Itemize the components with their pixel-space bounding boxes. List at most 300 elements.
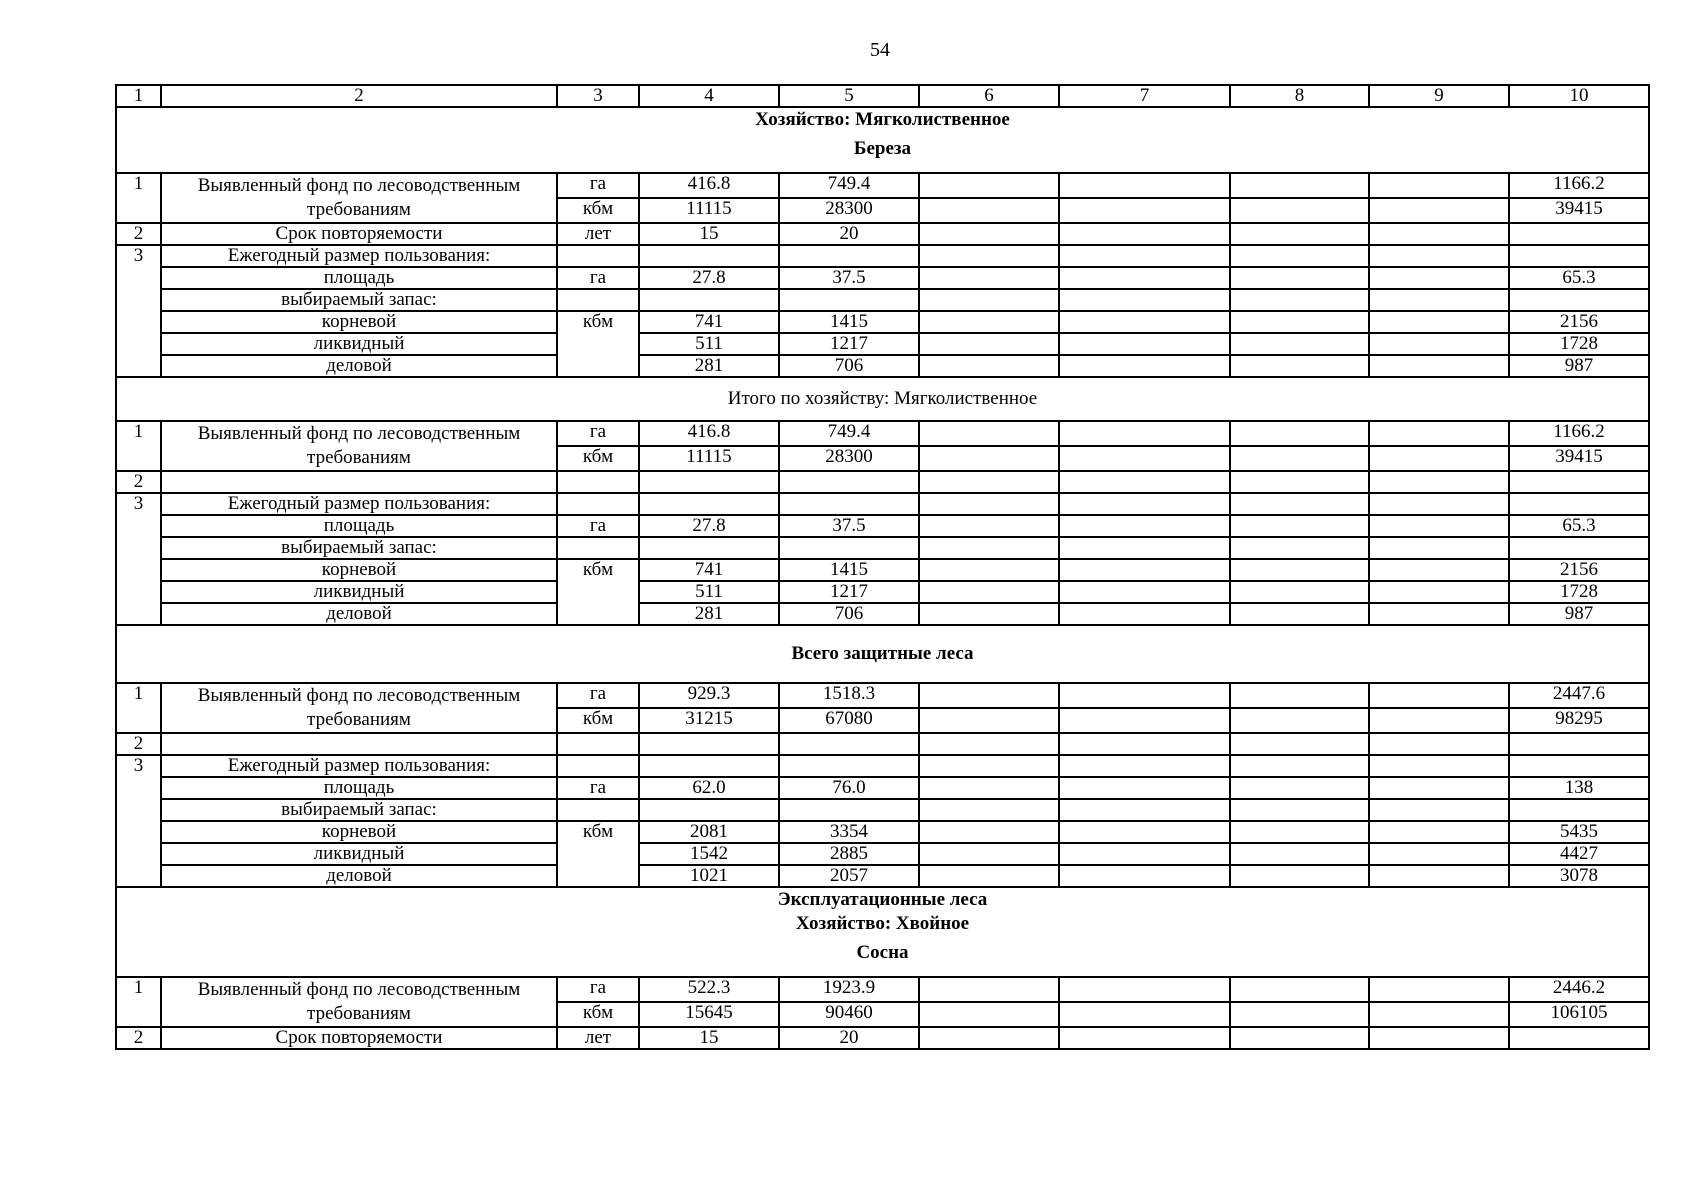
value-cell-col-5: 706 (779, 355, 919, 377)
value-cell-col-7 (1059, 799, 1230, 821)
value-cell-col-4: 929.3 (639, 683, 779, 708)
unit-cell (557, 471, 639, 493)
value-cell-col-8 (1230, 537, 1369, 559)
table-row (116, 173, 1649, 198)
table-row (116, 245, 1649, 267)
table-row (116, 755, 1649, 777)
section-title (116, 107, 1649, 173)
value-cell-col-9 (1369, 198, 1509, 223)
value-cell-col-10 (1509, 493, 1649, 515)
value-cell-col-6 (919, 1002, 1059, 1027)
value-cell-col-7 (1059, 355, 1230, 377)
table-row (116, 733, 1649, 755)
value-cell-col-4 (639, 471, 779, 493)
table-row (116, 355, 1649, 377)
value-cell-col-6 (919, 733, 1059, 755)
subtotal-title-row (116, 377, 1649, 421)
table-row (116, 581, 1649, 603)
value-cell-col-8 (1230, 865, 1369, 887)
row-number: 1 (116, 683, 161, 733)
unit-cell: га (557, 421, 639, 446)
value-cell-col-9 (1369, 843, 1509, 865)
value-cell-col-5: 1923.9 (779, 977, 919, 1002)
value-cell-col-6 (919, 515, 1059, 537)
unit-cell (557, 245, 639, 267)
row-number: 3 (116, 245, 161, 377)
value-cell-col-10 (1509, 471, 1649, 493)
unit-cell (557, 493, 639, 515)
value-cell-col-7 (1059, 1002, 1230, 1027)
value-cell-col-10: 39415 (1509, 446, 1649, 471)
value-cell-col-7 (1059, 843, 1230, 865)
row-label: выбираемый запас: (161, 799, 557, 821)
value-cell-col-10: 3078 (1509, 865, 1649, 887)
value-cell-col-4 (639, 245, 779, 267)
value-cell-col-7 (1059, 559, 1230, 581)
value-cell-col-4: 11115 (639, 446, 779, 471)
value-cell-col-9 (1369, 755, 1509, 777)
value-cell-col-8 (1230, 559, 1369, 581)
column-number-cell: 3 (557, 85, 639, 107)
value-cell-col-8 (1230, 493, 1369, 515)
unit-cell (557, 755, 639, 777)
row-label: площадь (161, 267, 557, 289)
table-row (116, 683, 1649, 708)
value-cell-col-10 (1509, 1027, 1649, 1049)
value-cell-col-5: 37.5 (779, 267, 919, 289)
value-cell-col-9 (1369, 245, 1509, 267)
value-cell-col-6 (919, 267, 1059, 289)
grand-total-title: Всего защитные леса (116, 625, 1649, 683)
value-cell-col-4: 416.8 (639, 173, 779, 198)
value-cell-col-7 (1059, 683, 1230, 708)
column-number-row (116, 85, 1649, 107)
value-cell-col-10 (1509, 733, 1649, 755)
value-cell-col-8 (1230, 683, 1369, 708)
unit-cell: га (557, 267, 639, 289)
value-cell-col-8 (1230, 1027, 1369, 1049)
value-cell-col-7 (1059, 537, 1230, 559)
value-cell-col-5: 28300 (779, 446, 919, 471)
section-title-line: Сосна (856, 942, 909, 963)
value-cell-col-10: 98295 (1509, 708, 1649, 733)
row-number: 3 (116, 755, 161, 887)
value-cell-col-10: 1728 (1509, 581, 1649, 603)
value-cell-col-10: 5435 (1509, 821, 1649, 843)
table-row (116, 559, 1649, 581)
value-cell-col-5: 1415 (779, 559, 919, 581)
table-row (116, 289, 1649, 311)
value-cell-col-5: 76.0 (779, 777, 919, 799)
unit-cell: кбм (557, 198, 639, 223)
value-cell-col-9 (1369, 1002, 1509, 1027)
value-cell-col-6 (919, 223, 1059, 245)
forest-use-table (115, 84, 1650, 1050)
value-cell-col-5: 706 (779, 603, 919, 625)
table-row (116, 471, 1649, 493)
value-cell-col-8 (1230, 289, 1369, 311)
row-label: деловой (161, 603, 557, 625)
column-number-cell: 6 (919, 85, 1059, 107)
value-cell-col-9 (1369, 421, 1509, 446)
value-cell-col-6 (919, 559, 1059, 581)
unit-cell: кбм (557, 708, 639, 733)
value-cell-col-4: 1542 (639, 843, 779, 865)
value-cell-col-5: 1415 (779, 311, 919, 333)
unit-cell: кбм (557, 311, 639, 377)
value-cell-col-6 (919, 843, 1059, 865)
value-cell-col-9 (1369, 821, 1509, 843)
value-cell-col-5: 1217 (779, 333, 919, 355)
value-cell-col-4: 281 (639, 603, 779, 625)
column-number-cell: 7 (1059, 85, 1230, 107)
value-cell-col-9 (1369, 311, 1509, 333)
value-cell-col-10: 4427 (1509, 843, 1649, 865)
column-number-cell: 10 (1509, 85, 1649, 107)
value-cell-col-4: 15 (639, 1027, 779, 1049)
value-cell-col-4 (639, 799, 779, 821)
row-label: Ежегодный размер пользования: (161, 493, 557, 515)
value-cell-col-6 (919, 311, 1059, 333)
value-cell-col-7 (1059, 421, 1230, 446)
value-cell-col-7 (1059, 733, 1230, 755)
value-cell-col-10: 1166.2 (1509, 421, 1649, 446)
table-row (116, 537, 1649, 559)
row-number: 1 (116, 173, 161, 223)
value-cell-col-10: 1728 (1509, 333, 1649, 355)
value-cell-col-10: 2156 (1509, 559, 1649, 581)
section-title-line: Эксплуатационные леса (777, 889, 988, 910)
value-cell-col-9 (1369, 683, 1509, 708)
unit-cell: лет (557, 1027, 639, 1049)
value-cell-col-8 (1230, 755, 1369, 777)
column-number-cell: 8 (1230, 85, 1369, 107)
row-label (161, 471, 557, 493)
value-cell-col-9 (1369, 471, 1509, 493)
row-label: площадь (161, 777, 557, 799)
unit-cell: га (557, 977, 639, 1002)
section-title-row (116, 107, 1649, 173)
value-cell-col-9 (1369, 865, 1509, 887)
value-cell-col-5: 28300 (779, 198, 919, 223)
value-cell-col-10 (1509, 799, 1649, 821)
table-row (116, 333, 1649, 355)
unit-cell (557, 799, 639, 821)
value-cell-col-7 (1059, 173, 1230, 198)
value-cell-col-5 (779, 493, 919, 515)
value-cell-col-8 (1230, 603, 1369, 625)
row-number: 2 (116, 223, 161, 245)
value-cell-col-5: 90460 (779, 1002, 919, 1027)
row-label: выбираемый запас: (161, 537, 557, 559)
value-cell-col-9 (1369, 733, 1509, 755)
row-label: площадь (161, 515, 557, 537)
value-cell-col-5: 1217 (779, 581, 919, 603)
value-cell-col-10 (1509, 537, 1649, 559)
value-cell-col-6 (919, 493, 1059, 515)
value-cell-col-7 (1059, 708, 1230, 733)
value-cell-col-10: 65.3 (1509, 515, 1649, 537)
row-label: ликвидный (161, 843, 557, 865)
subtotal-title: Итого по хозяйству: Мягколиственное (116, 377, 1649, 421)
row-label: ликвидный (161, 333, 557, 355)
row-label: корневой (161, 559, 557, 581)
table-row (116, 865, 1649, 887)
value-cell-col-8 (1230, 843, 1369, 865)
unit-cell: га (557, 777, 639, 799)
unit-cell: га (557, 515, 639, 537)
value-cell-col-9 (1369, 267, 1509, 289)
column-number-cell: 2 (161, 85, 557, 107)
value-cell-col-6 (919, 708, 1059, 733)
value-cell-col-7 (1059, 198, 1230, 223)
value-cell-col-9 (1369, 977, 1509, 1002)
value-cell-col-10: 2447.6 (1509, 683, 1649, 708)
value-cell-col-7 (1059, 471, 1230, 493)
value-cell-col-4 (639, 733, 779, 755)
value-cell-col-6 (919, 581, 1059, 603)
row-number: 2 (116, 733, 161, 755)
value-cell-col-4: 281 (639, 355, 779, 377)
value-cell-col-9 (1369, 777, 1509, 799)
value-cell-col-7 (1059, 1027, 1230, 1049)
value-cell-col-10: 138 (1509, 777, 1649, 799)
value-cell-col-9 (1369, 515, 1509, 537)
value-cell-col-7 (1059, 311, 1230, 333)
value-cell-col-7 (1059, 245, 1230, 267)
value-cell-col-8 (1230, 311, 1369, 333)
value-cell-col-6 (919, 865, 1059, 887)
unit-cell (557, 289, 639, 311)
row-number: 3 (116, 493, 161, 625)
value-cell-col-10 (1509, 755, 1649, 777)
unit-cell: кбм (557, 1002, 639, 1027)
value-cell-col-8 (1230, 421, 1369, 446)
unit-cell: кбм (557, 446, 639, 471)
value-cell-col-10 (1509, 245, 1649, 267)
value-cell-col-6 (919, 537, 1059, 559)
value-cell-col-5: 2885 (779, 843, 919, 865)
unit-cell (557, 537, 639, 559)
value-cell-col-4 (639, 537, 779, 559)
value-cell-col-8 (1230, 581, 1369, 603)
section-title (116, 887, 1649, 977)
value-cell-col-9 (1369, 333, 1509, 355)
value-cell-col-6 (919, 421, 1059, 446)
value-cell-col-4: 511 (639, 581, 779, 603)
table-row (116, 311, 1649, 333)
value-cell-col-5 (779, 733, 919, 755)
value-cell-col-6 (919, 755, 1059, 777)
value-cell-col-4: 1021 (639, 865, 779, 887)
unit-cell: лет (557, 223, 639, 245)
value-cell-col-7 (1059, 289, 1230, 311)
value-cell-col-9 (1369, 603, 1509, 625)
value-cell-col-4: 15 (639, 223, 779, 245)
value-cell-col-8 (1230, 708, 1369, 733)
value-cell-col-10 (1509, 223, 1649, 245)
value-cell-col-8 (1230, 733, 1369, 755)
row-label: Срок повторяемости (161, 1027, 557, 1049)
row-label: Ежегодный размер пользования: (161, 755, 557, 777)
value-cell-col-4: 15645 (639, 1002, 779, 1027)
value-cell-col-9 (1369, 355, 1509, 377)
column-number-cell: 4 (639, 85, 779, 107)
value-cell-col-5 (779, 245, 919, 267)
value-cell-col-10: 65.3 (1509, 267, 1649, 289)
value-cell-col-6 (919, 245, 1059, 267)
value-cell-col-8 (1230, 333, 1369, 355)
value-cell-col-8 (1230, 198, 1369, 223)
row-label: Срок повторяемости (161, 223, 557, 245)
value-cell-col-10: 2156 (1509, 311, 1649, 333)
table-row (116, 493, 1649, 515)
table-row (116, 1027, 1649, 1049)
value-cell-col-7 (1059, 446, 1230, 471)
value-cell-col-6 (919, 471, 1059, 493)
value-cell-col-8 (1230, 515, 1369, 537)
value-cell-col-4: 416.8 (639, 421, 779, 446)
table-row (116, 777, 1649, 799)
section-title-line: Хозяйство: Хвойное (795, 913, 970, 934)
value-cell-col-4: 741 (639, 311, 779, 333)
value-cell-col-8 (1230, 355, 1369, 377)
row-label: корневой (161, 821, 557, 843)
unit-cell: га (557, 683, 639, 708)
value-cell-col-4: 62.0 (639, 777, 779, 799)
unit-cell (557, 733, 639, 755)
value-cell-col-7 (1059, 755, 1230, 777)
value-cell-col-8 (1230, 173, 1369, 198)
value-cell-col-7 (1059, 581, 1230, 603)
grand-total-title-row (116, 625, 1649, 683)
value-cell-col-9 (1369, 537, 1509, 559)
value-cell-col-7 (1059, 267, 1230, 289)
row-label: выбираемый запас: (161, 289, 557, 311)
value-cell-col-4: 11115 (639, 198, 779, 223)
table-row (116, 799, 1649, 821)
value-cell-col-10: 2446.2 (1509, 977, 1649, 1002)
unit-cell: кбм (557, 821, 639, 887)
value-cell-col-5 (779, 471, 919, 493)
value-cell-col-7 (1059, 515, 1230, 537)
value-cell-col-5: 20 (779, 223, 919, 245)
value-cell-col-8 (1230, 223, 1369, 245)
value-cell-col-5 (779, 289, 919, 311)
value-cell-col-10: 106105 (1509, 1002, 1649, 1027)
value-cell-col-5: 2057 (779, 865, 919, 887)
row-label: деловой (161, 865, 557, 887)
row-number: 1 (116, 421, 161, 471)
table-row (116, 421, 1649, 446)
value-cell-col-9 (1369, 581, 1509, 603)
value-cell-col-9 (1369, 1027, 1509, 1049)
value-cell-col-8 (1230, 245, 1369, 267)
value-cell-col-5: 1518.3 (779, 683, 919, 708)
row-label: деловой (161, 355, 557, 377)
value-cell-col-7 (1059, 333, 1230, 355)
value-cell-col-4 (639, 493, 779, 515)
table-row (116, 267, 1649, 289)
value-cell-col-5 (779, 755, 919, 777)
row-label: корневой (161, 311, 557, 333)
value-cell-col-8 (1230, 471, 1369, 493)
row-label: Выявленный фонд по лесоводственным требованиям (161, 173, 557, 223)
table-row (116, 515, 1649, 537)
value-cell-col-6 (919, 799, 1059, 821)
table-row (116, 977, 1649, 1002)
value-cell-col-9 (1369, 289, 1509, 311)
unit-cell: кбм (557, 559, 639, 625)
value-cell-col-9 (1369, 559, 1509, 581)
value-cell-col-4: 511 (639, 333, 779, 355)
value-cell-col-6 (919, 355, 1059, 377)
value-cell-col-7 (1059, 493, 1230, 515)
value-cell-col-5 (779, 799, 919, 821)
value-cell-col-5: 20 (779, 1027, 919, 1049)
value-cell-col-4 (639, 755, 779, 777)
row-label: Выявленный фонд по лесоводственным требованиям (161, 421, 557, 471)
table-row (116, 223, 1649, 245)
value-cell-col-9 (1369, 708, 1509, 733)
table-row (116, 821, 1649, 843)
row-label: Выявленный фонд по лесоводственным требованиям (161, 683, 557, 733)
value-cell-col-6 (919, 777, 1059, 799)
value-cell-col-6 (919, 821, 1059, 843)
value-cell-col-6 (919, 198, 1059, 223)
column-number-cell: 5 (779, 85, 919, 107)
value-cell-col-5: 67080 (779, 708, 919, 733)
value-cell-col-8 (1230, 446, 1369, 471)
value-cell-col-9 (1369, 799, 1509, 821)
value-cell-col-5: 749.4 (779, 173, 919, 198)
row-number: 2 (116, 471, 161, 493)
column-number-cell: 9 (1369, 85, 1509, 107)
value-cell-col-4: 31215 (639, 708, 779, 733)
value-cell-col-7 (1059, 223, 1230, 245)
table-row (116, 603, 1649, 625)
value-cell-col-10: 39415 (1509, 198, 1649, 223)
row-label: ликвидный (161, 581, 557, 603)
value-cell-col-6 (919, 1027, 1059, 1049)
row-number: 1 (116, 977, 161, 1027)
value-cell-col-8 (1230, 799, 1369, 821)
value-cell-col-6 (919, 289, 1059, 311)
row-label: Выявленный фонд по лесоводственным требованиям (161, 977, 557, 1027)
value-cell-col-7 (1059, 603, 1230, 625)
value-cell-col-5: 3354 (779, 821, 919, 843)
value-cell-col-10: 987 (1509, 355, 1649, 377)
row-label: Ежегодный размер пользования: (161, 245, 557, 267)
value-cell-col-8 (1230, 977, 1369, 1002)
value-cell-col-10: 1166.2 (1509, 173, 1649, 198)
value-cell-col-4: 27.8 (639, 515, 779, 537)
section-title-line: Береза (853, 138, 912, 159)
row-number: 2 (116, 1027, 161, 1049)
value-cell-col-10 (1509, 289, 1649, 311)
value-cell-col-5 (779, 537, 919, 559)
value-cell-col-4: 741 (639, 559, 779, 581)
value-cell-col-8 (1230, 1002, 1369, 1027)
value-cell-col-9 (1369, 223, 1509, 245)
value-cell-col-4: 2081 (639, 821, 779, 843)
page-number: 54 (870, 39, 890, 61)
value-cell-col-8 (1230, 821, 1369, 843)
value-cell-col-6 (919, 173, 1059, 198)
value-cell-col-7 (1059, 977, 1230, 1002)
value-cell-col-4: 522.3 (639, 977, 779, 1002)
value-cell-col-7 (1059, 777, 1230, 799)
